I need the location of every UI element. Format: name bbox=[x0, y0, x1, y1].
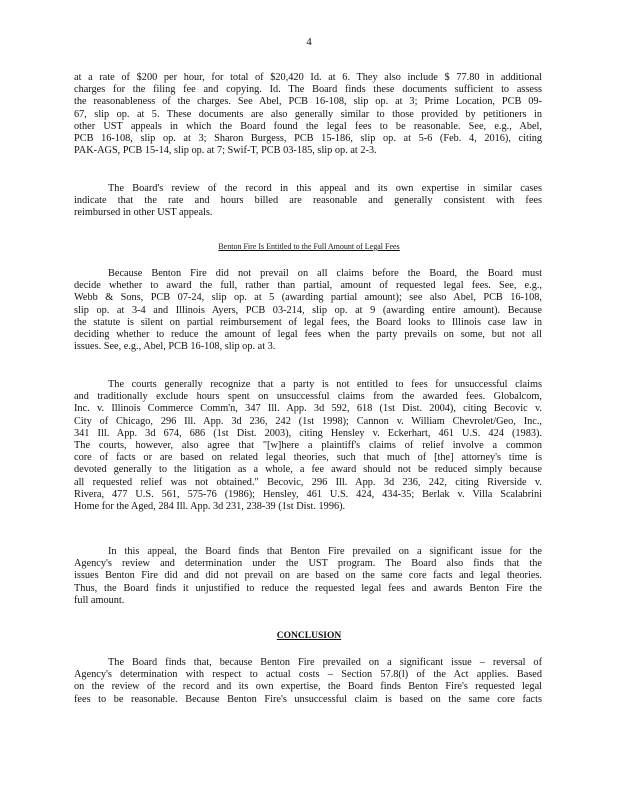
paragraph-conclusion bbox=[74, 657, 542, 706]
text-line: Thus, the Board finds it unjustified to reduce the requested legal fees and awards Benton Fire the bbox=[74, 582, 542, 594]
text-line: PAK-AGS, PCB 15-14, slip op. at 7; Swif-T, PCB 03-185, slip op. at 2-3. bbox=[74, 145, 377, 157]
paragraph-partial-award bbox=[74, 268, 542, 353]
text-line: core of facts or are based on related legal theories, such that much of [the] attorney's time is bbox=[74, 452, 542, 464]
text-line: Rivera, 477 U.S. 561, 575-76 (1986); Hensley, 461 U.S. 424, 434-35; Berlak v. Villa Scalabrini bbox=[74, 488, 542, 500]
text-line: and traditionally exclude hours spent on unsuccessful claims from the awarded fees. Globalcom, bbox=[74, 391, 542, 403]
text-line: Home for the Aged, 284 Ill. App. 3d 231, 238-39 (1st Dist. 1996). bbox=[74, 500, 346, 512]
text-line: deciding whether to reduce the amount of legal fees when the party prevails on some, but not all bbox=[74, 328, 542, 340]
text-line: 67, slip op. at 5. These documents are also generally similar to those provided by petitioners in bbox=[74, 108, 542, 120]
paragraph-case-law bbox=[74, 379, 542, 513]
text-line: Agency's determination with respect to actual costs – Section 57.8(l) of the Act applies. Based bbox=[74, 669, 542, 681]
text-line: In this appeal, the Board finds that Benton Fire prevailed on a significant issue for the bbox=[108, 546, 542, 557]
text-line: decide whether to award the full, rather than partial, amount of requested legal fees. See, e.g., bbox=[74, 280, 542, 292]
text-line: at a rate of $200 per hour, for total of $20,420 Id. at 6. They also include $ 77.80 in additional bbox=[74, 72, 542, 83]
section-heading-entitled: Benton Fire Is Entitled to the Full Amount of Legal Fees bbox=[218, 242, 400, 251]
text-line: the reasonableness of the charges. See Abel, PCB 16-108, slip op. at 3; Prime Location, PCB 09- bbox=[74, 96, 542, 108]
text-line: 341 Ill. App. 3d 674, 686 (1st Dist. 2003), citing Hensley v. Eckerhart, 461 U.S. 424 (1983). bbox=[74, 427, 542, 439]
text-line: full amount. bbox=[74, 594, 125, 606]
text-line: Webb & Sons, PCB 07-24, slip op. at 5 (awarding partial amount); see also Abel, PCB 16-108, bbox=[74, 292, 542, 304]
paragraph-board-review bbox=[74, 183, 542, 220]
text-line: issues. See, e.g., Abel, PCB 16-108, slip op. at 3. bbox=[74, 341, 276, 353]
text-line: charges for the filing fee and copying. Id. The Board finds these documents sufficient to assess bbox=[74, 84, 542, 96]
text-line: on the review of the record and its own expertise, the Board finds Benton Fire's requested legal bbox=[74, 681, 542, 693]
text-line: City of Chicago, 296 Ill. App. 3d 236, 242 (1st 1998); Cannon v. William Chevrolet/Geo, Inc., bbox=[74, 415, 542, 427]
text-line: The courts generally recognize that a party is not entitled to fees for unsuccessful claims bbox=[108, 379, 542, 390]
text-line: The Board's review of the record in this appeal and its own expertise in similar cases bbox=[108, 183, 542, 194]
text-line: issues Benton Fire did and did not prevail on are based on the same core facts and legal theories. bbox=[74, 570, 542, 582]
text-line: fees to be reasonable. Because Benton Fire's unsuccessful claim is based on the same core facts bbox=[74, 693, 542, 705]
text-line: PCB 16-108, slip op. at 3; Sharon Burgess, PCB 15-186, slip op. at 5-6 (Feb. 4, 2016), citing bbox=[74, 132, 542, 144]
paragraph-fee-documents bbox=[74, 72, 542, 157]
text-line: all requested relief was not obtained." Becovic, 296 Ill. App. 3d 236, 242, citing Riverside v. bbox=[74, 476, 542, 488]
text-line: other UST appeals in which the Board found the legal fees to be reasonable. See, e.g., Abel, bbox=[74, 120, 542, 132]
text-line: Agency's review and determination under the UST program. The Board also finds that the bbox=[74, 558, 542, 570]
section-heading-conclusion: CONCLUSION bbox=[276, 631, 342, 641]
text-line: slip op. at 3-4 and Illinois Ayers, PCB 03-214, slip op. at 9 (awarding entire amount). Because bbox=[74, 304, 542, 316]
text-line: Because Benton Fire did not prevail on all claims before the Board, the Board must bbox=[108, 268, 542, 279]
text-line: devoted generally to the litigation as a whole, a fee award should not be reduced simply because bbox=[74, 464, 542, 476]
text-line: Inc. v. Illinois Commerce Comm'n, 347 Ill. App. 3d 592, 618 (1st Dist. 2004), citing Becovic v. bbox=[74, 403, 542, 415]
text-line: indicate that the rate and hours billed are reasonable and generally consistent with fees bbox=[74, 195, 542, 207]
text-line: The Board finds that, because Benton Fire prevailed on a significant issue – reversal of bbox=[108, 657, 542, 668]
paragraph-board-finding bbox=[74, 546, 542, 607]
text-line: The courts, however, also agree that "[w]here a plaintiff's claims of relief involve a common bbox=[74, 439, 542, 451]
text-line: the statute is silent on partial reimbursement of legal fees, the Board looks to Illinois case law in bbox=[74, 316, 542, 328]
text-line: reimbursed in other UST appeals. bbox=[74, 207, 213, 219]
page-number: 4 bbox=[306, 36, 312, 48]
